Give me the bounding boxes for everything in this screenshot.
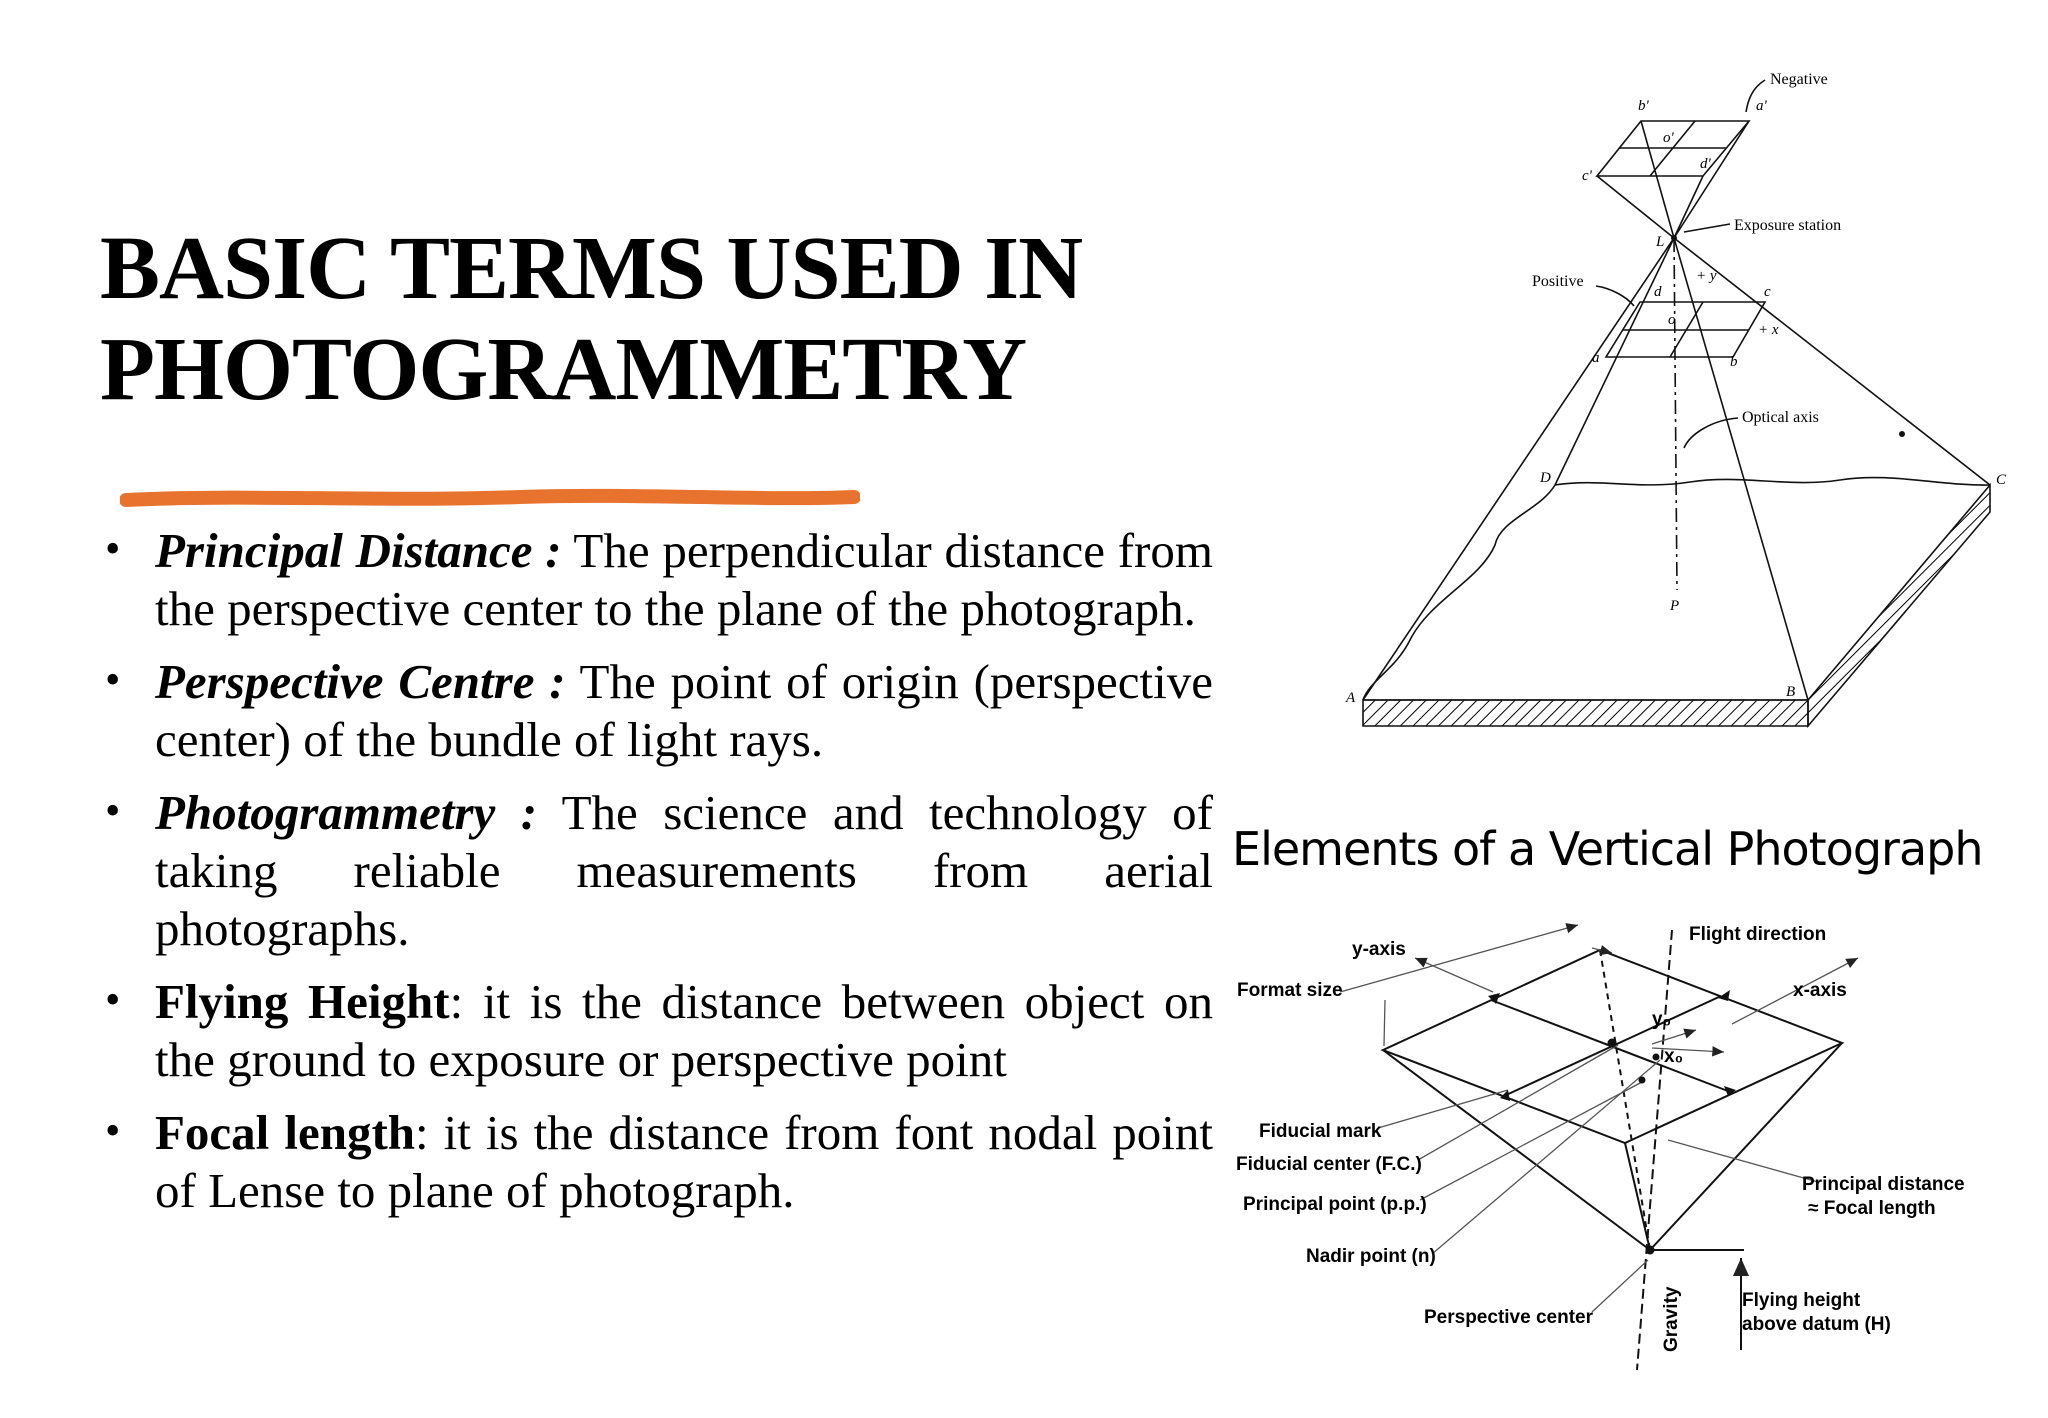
label-plus-x: + x	[1758, 322, 1779, 338]
label-nadir-point: Nadir point (n)	[1306, 1246, 1436, 1267]
term-definition: The perpendicular distance from the perspective center to the plane of the photograph.	[155, 523, 1213, 636]
term-label: Principal Distance :	[155, 523, 562, 578]
term-definition: The science and technology of taking reliable measurements from aerial photographs.	[155, 785, 1213, 956]
label-o: o	[1668, 312, 1676, 328]
label-d: d	[1654, 284, 1662, 300]
label-C: C	[1996, 472, 2007, 488]
slide-title	[100, 218, 1200, 420]
label-focal-length: ≈ Focal length	[1808, 1198, 1936, 1219]
label-a: a	[1592, 350, 1600, 366]
term-definition: : it is the distance from font nodal point of Lense to plane of photograph.	[155, 1105, 1213, 1218]
label-A: A	[1346, 690, 1356, 706]
label-principal-point: Principal point (p.p.)	[1243, 1194, 1427, 1215]
label-principal-distance: Principal distance	[1802, 1174, 1965, 1195]
label-gravity: Gravity	[1661, 1286, 1682, 1352]
label-c-prime: c'	[1582, 168, 1592, 184]
label-b: b	[1730, 354, 1738, 370]
title-line-1: BASIC TERMS USED IN	[100, 219, 1083, 318]
vertical-photograph-elements-diagram	[1225, 910, 2040, 1380]
term-definition: The point of origin (perspective center) of the bundle of light rays.	[155, 654, 1213, 767]
label-negative: Negative	[1770, 71, 1828, 88]
label-B: B	[1786, 684, 1796, 700]
terms-list	[103, 522, 1213, 1235]
term-focal-length	[103, 1104, 1213, 1220]
label-a-prime: a'	[1756, 98, 1767, 114]
label-d-prime: d'	[1700, 156, 1711, 172]
bullet-dot: •	[105, 655, 121, 704]
label-flight-direction: Flight direction	[1689, 924, 1827, 945]
term-principal-distance	[103, 522, 1213, 638]
term-flying-height	[103, 973, 1213, 1089]
term-label: Focal length	[155, 1105, 416, 1160]
label-x-axis: x-axis	[1793, 980, 1847, 1001]
label-optical-axis: Optical axis	[1742, 409, 1819, 426]
label-fiducial-center: Fiducial center (F.C.)	[1236, 1154, 1422, 1175]
title-line-2: PHOTOGRAMMETRY	[100, 320, 1027, 419]
label-fiducial-mark: Fiducial mark	[1259, 1121, 1382, 1142]
elements-diagram-svg	[1225, 910, 2040, 1380]
bullet-dot: •	[105, 975, 121, 1024]
label-D: D	[1540, 470, 1551, 486]
label-above-datum: above datum (H)	[1742, 1314, 1891, 1335]
label-exposure-station: Exposure station	[1734, 217, 1842, 234]
term-photogrammetry	[103, 784, 1213, 958]
vertical-photograph-caption: Elements of a Vertical Photograph	[1232, 822, 1983, 876]
label-b-prime: b'	[1638, 98, 1649, 114]
label-y-axis: y-axis	[1352, 939, 1406, 960]
bullet-dot: •	[105, 524, 121, 573]
label-L: L	[1656, 234, 1665, 250]
label-x0: x₀	[1664, 1046, 1684, 1067]
vertical-photo-geometry-diagram	[1320, 60, 2040, 780]
label-perspective-center: Perspective center	[1424, 1307, 1593, 1328]
label-plus-y: + y	[1696, 268, 1717, 284]
label-positive: Positive	[1532, 273, 1584, 290]
geometry-diagram-svg	[1320, 60, 2040, 780]
label-y0: y₀	[1652, 1009, 1672, 1030]
term-label: Perspective Centre :	[155, 654, 566, 709]
label-c: c	[1764, 284, 1771, 300]
label-o-prime: o'	[1663, 130, 1674, 146]
orange-accent-underline	[120, 488, 860, 510]
term-label: Flying Height	[155, 974, 450, 1029]
term-definition: : it is the distance between object on the ground to exposure or perspective point	[155, 974, 1213, 1087]
term-perspective-centre	[103, 653, 1213, 769]
bullet-dot: •	[105, 1106, 121, 1155]
term-label: Photogrammetry :	[155, 785, 538, 840]
bullet-dot: •	[105, 786, 121, 835]
label-P: P	[1670, 598, 1680, 614]
label-format-size: Format size	[1237, 980, 1343, 1001]
label-flying-height: Flying height	[1742, 1290, 1861, 1311]
